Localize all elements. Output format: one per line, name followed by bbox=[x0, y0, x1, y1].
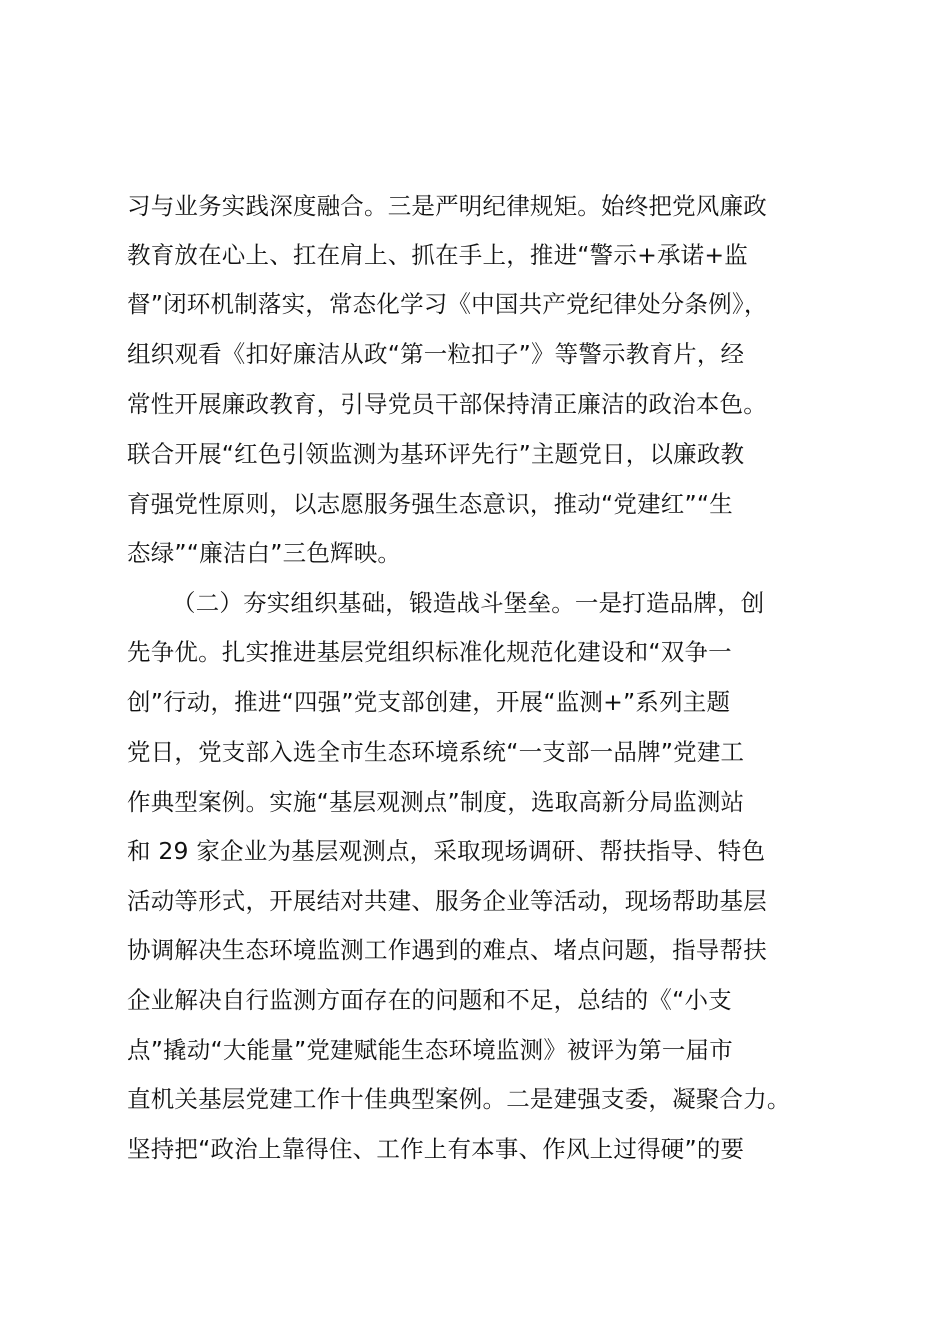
text-line-7: 育强党性原则，以志愿服务强生态意识，推动“党建红”“生 bbox=[127, 490, 733, 518]
text-line-16: 协调解决生态环境监测工作遇到的难点、堵点问题，指导帮扶 bbox=[127, 936, 767, 964]
text-line-1: 习与业务实践深度融合。三是严明纪律规矩。始终把党风廉政 bbox=[127, 192, 767, 220]
text-line-8: 态绿”“廉洁白”三色辉映。 bbox=[127, 539, 402, 567]
section-heading-line: （二）夯实组织基础，锻造战斗堡垒。一是打造品牌，创 bbox=[172, 589, 765, 617]
text-line-17: 企业解决自行监测方面存在的问题和不足，总结的《“小支 bbox=[127, 986, 732, 1014]
text-line-20: 坚持把“政治上靠得住、工作上有本事、作风上过得硬”的要 bbox=[127, 1135, 745, 1163]
text-line-5: 常性开展廉政教育，引导党员干部保持清正廉洁的政治本色。 bbox=[127, 390, 767, 418]
text-line-6: 联合开展“红色引领监测为基环评先行”主题党日，以廉政教 bbox=[127, 440, 745, 468]
text-line-19: 直机关基层党建工作十佳典型案例。二是建强支委，凝聚合力。 bbox=[127, 1085, 791, 1113]
text-line-12: 党日，党支部入选全市生态环境系统“一支部一品牌”党建工 bbox=[127, 738, 745, 766]
text-line-13: 作典型案例。实施“基层观测点”制度，选取高新分局监测站 bbox=[127, 788, 745, 816]
text-line-3: 督”闭环机制落实，常态化学习《中国共产党纪律处分条例》， bbox=[127, 290, 768, 318]
text-line-18: 点”撬动“大能量”党建赋能生态环境监测》被评为第一届市 bbox=[127, 1036, 733, 1064]
text-line-10: 先争优。扎实推进基层党组织标准化规范化建设和“双争一 bbox=[127, 638, 732, 666]
text-line-11: 创”行动，推进“四强”党支部创建，开展“监测+”系列主题 bbox=[127, 688, 731, 716]
text-line-2: 教育放在心上、扛在肩上、抓在手上，推进“警示+承诺+监 bbox=[127, 241, 748, 269]
text-line-15: 活动等形式，开展结对共建、服务企业等活动，现场帮助基层 bbox=[127, 887, 767, 915]
text-line-4: 组织观看《扣好廉洁从政“第一粒扣子”》等警示教育片，经 bbox=[127, 340, 745, 368]
text-line-14: 和 29 家企业为基层观测点，采取现场调研、帮扶指导、特色 bbox=[127, 837, 766, 865]
